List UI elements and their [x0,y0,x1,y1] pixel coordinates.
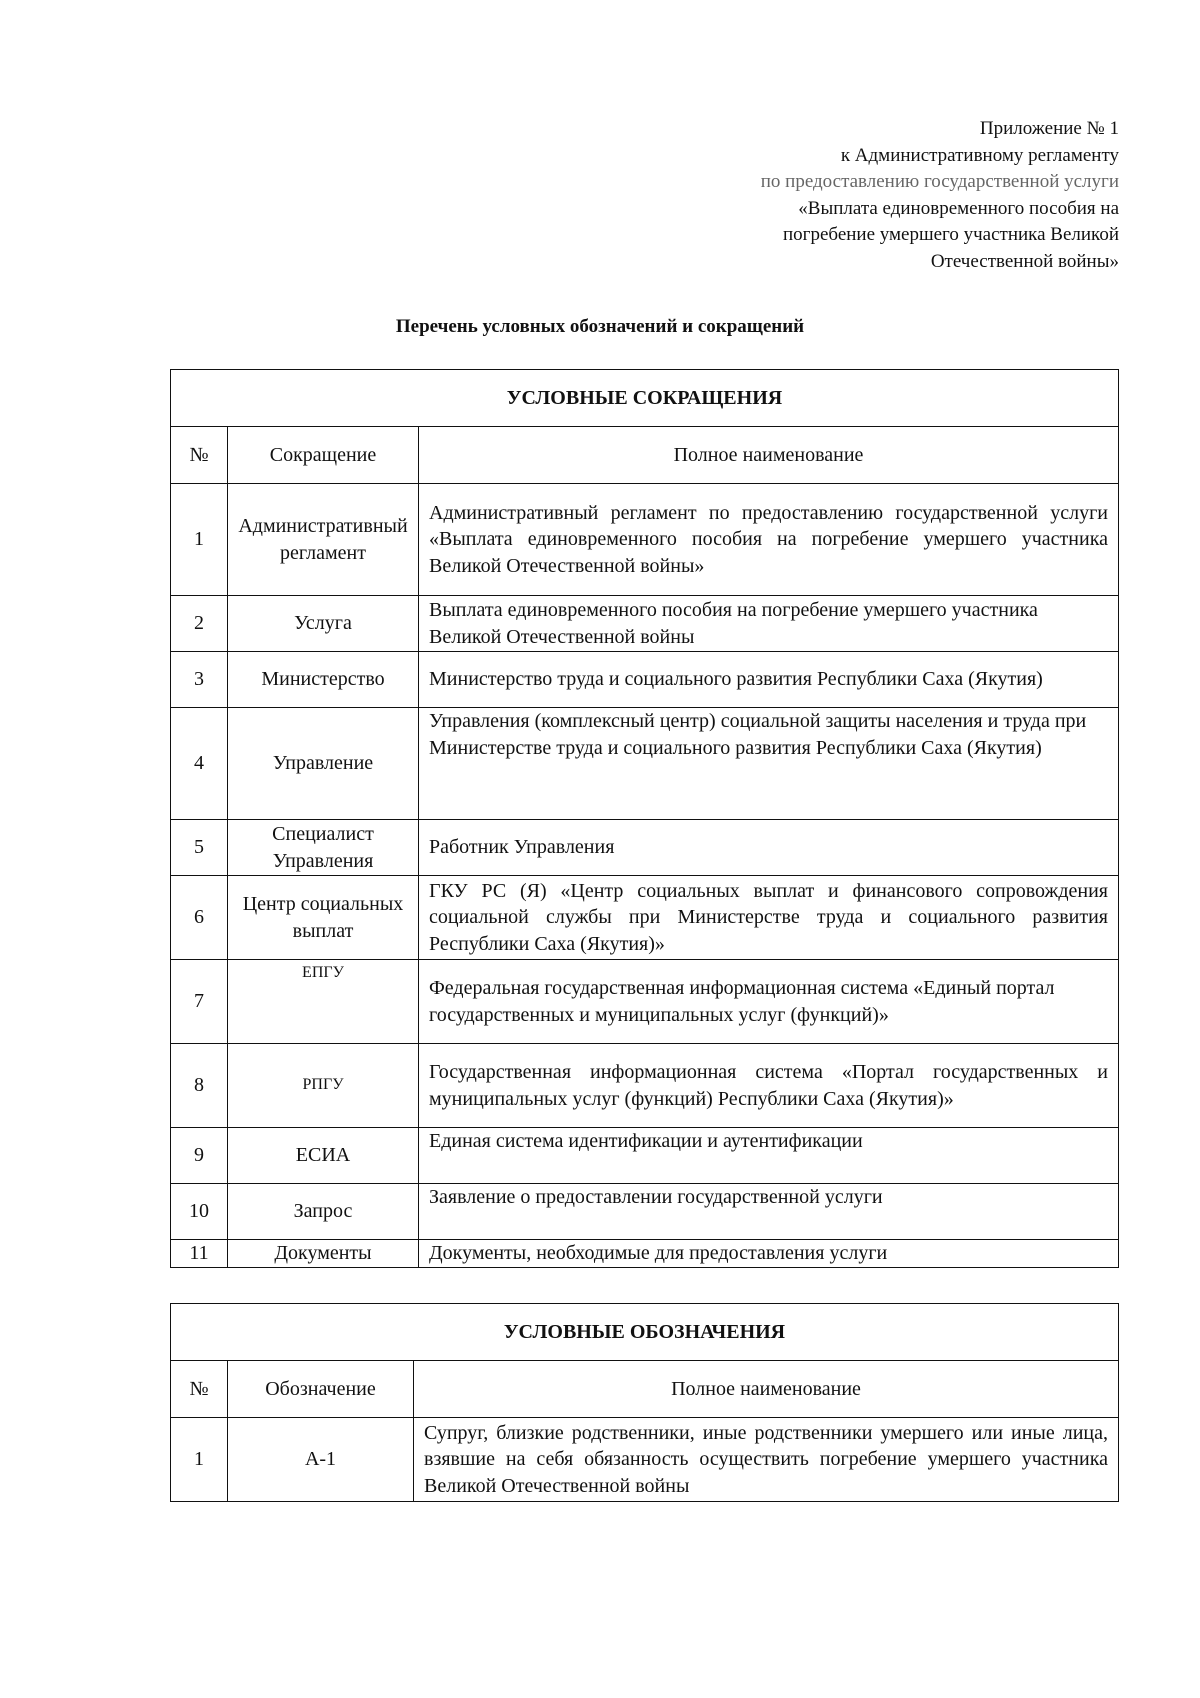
table-row [171,1128,1119,1184]
row-short: А-1 [228,1418,414,1502]
row-full: Заявление о предоставлении государственной услуги [419,1184,1119,1240]
table-row [171,708,1119,820]
column-header-full: Полное наименование [414,1361,1119,1418]
row-num: 1 [171,484,228,596]
table-row [171,876,1119,960]
row-full: Супруг, близкие родственники, иные родственники умершего или иные лица, взявшие на себя обязанность осуществить погребение умершего участника Великой Отечественной войны [414,1418,1119,1502]
table-row [171,484,1119,596]
row-num: 11 [171,1240,228,1268]
row-num: 1 [171,1418,228,1502]
column-header-short: Обозначение [228,1361,414,1418]
table-row [171,1240,1119,1268]
row-full: Работник Управления [419,820,1119,876]
row-num: 8 [171,1044,228,1128]
appendix-line: к Административному регламенту [840,144,1119,166]
row-full: Административный регламент по предоставлению государственной услуги «Выплата единовременного пособия на погребение умершего участника Великой Отечественной войны» [419,484,1119,596]
row-num: 2 [171,596,228,652]
row-short: ЕПГУ [228,960,419,1044]
table-row [171,1184,1119,1240]
table-row [171,960,1119,1044]
column-header-num: № [171,427,228,484]
table-row [171,820,1119,876]
row-short: Министерство [228,652,419,708]
table-row [171,652,1119,708]
column-header-full: Полное наименование [419,427,1119,484]
table-row [171,1044,1119,1128]
document-title: Перечень условных обозначений и сокращений [395,316,805,337]
row-full: Министерство труда и социального развития Республики Саха (Якутия) [419,652,1119,708]
table-header-row [171,427,1119,484]
appendix-line: «Выплата единовременного пособия на [798,197,1119,219]
symbols-table [170,1303,1119,1502]
row-full: Федеральная государственная информационная система «Единый портал государственных и муниципальных услуг (функций)» [419,960,1119,1044]
row-num: 9 [171,1128,228,1184]
row-full: ГКУ РС (Я) «Центр социальных выплат и финансового сопровождения социальной службы при Министерстве труда и социального развития Республики Саха (Якутия)» [419,876,1119,960]
row-num: 3 [171,652,228,708]
table-header-row [171,1361,1119,1418]
column-header-short: Сокращение [228,427,419,484]
appendix-line: погребение умершего участника Великой [783,224,1119,245]
row-num: 7 [171,960,228,1044]
appendix-line: по предоставлению государственной услуги [760,171,1119,192]
row-short: Управление [228,708,419,820]
table-caption: УСЛОВНЫЕ ОБОЗНАЧЕНИЯ [171,1304,1119,1361]
table-row [171,1418,1119,1502]
row-short: ЕСИА [228,1128,419,1184]
table-row [171,596,1119,652]
table-caption: УСЛОВНЫЕ СОКРАЩЕНИЯ [171,370,1119,427]
appendix-line: Приложение № 1 [979,118,1119,139]
row-full: Документы, необходимые для предоставления услуги [419,1240,1119,1268]
row-short: Центр социальных выплат [228,876,419,960]
row-short: Услуга [228,596,419,652]
row-short: Запрос [228,1184,419,1240]
row-full: Управления (комплексный центр) социальной защиты населения и труда при Министерстве труда и социального развития Республики Саха (Якутия) [419,708,1119,820]
abbreviations-table [170,369,1119,1268]
row-full: Государственная информационная система «Портал государственных и муниципальных услуг (функций) Республики Саха (Якутия)» [419,1044,1119,1128]
row-num: 6 [171,876,228,960]
row-short: РПГУ [228,1044,419,1128]
row-full: Выплата единовременного пособия на погребение умершего участника Великой Отечественной войны [419,596,1119,652]
row-short: Специалист Управления [228,820,419,876]
appendix-line: Отечественной войны» [930,250,1119,272]
appendix-header [761,116,1119,275]
row-full: Единая система идентификации и аутентификации [419,1128,1119,1184]
row-short: Документы [228,1240,419,1268]
row-num: 5 [171,820,228,876]
column-header-num: № [171,1361,228,1418]
row-num: 4 [171,708,228,820]
row-num: 10 [171,1184,228,1240]
row-short: Административный регламент [228,484,419,596]
